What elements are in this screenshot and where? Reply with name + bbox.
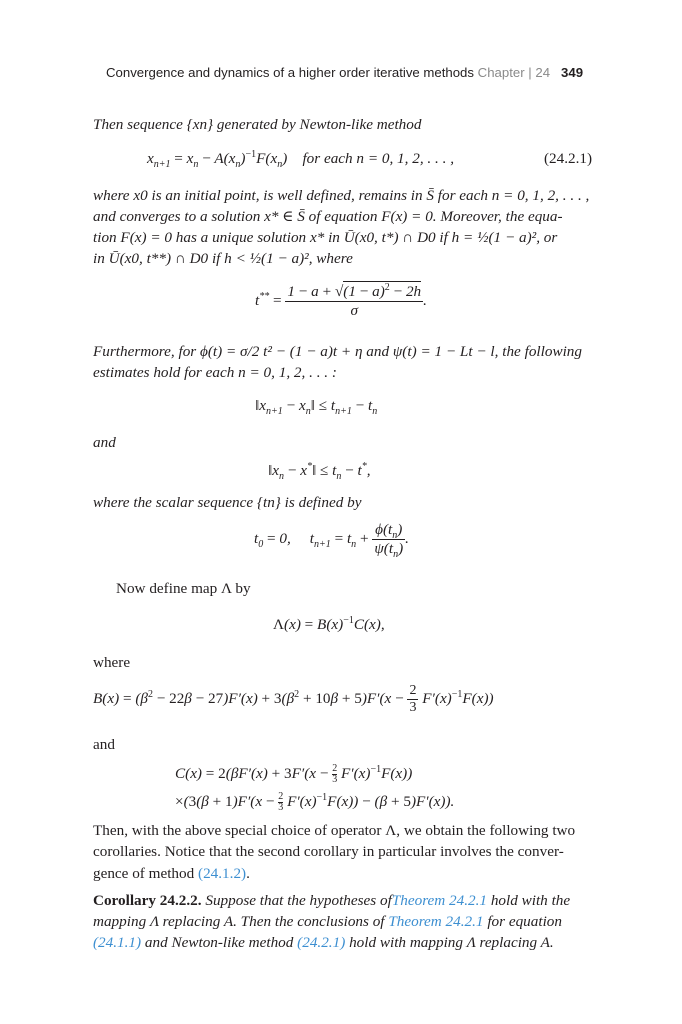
theorem-link-1[interactable]: Theorem 24.2.1	[391, 892, 488, 909]
corollary-line-1	[93, 890, 570, 911]
paragraph-3-line-2: corollaries. Notice that the second corollary in particular involves the conver-	[93, 843, 564, 861]
corollary-text-2b: for equation	[487, 913, 562, 930]
estimate-1: $‖x_{n+1}$ − $x_n‖ \le t_{n+1} - t_n$	[255, 397, 378, 418]
equation-foreach: for each n = 0, 1, 2, . . . ,	[302, 150, 455, 167]
header-separator: |	[528, 65, 532, 80]
chapter-label: Chapter	[477, 65, 525, 80]
equation-t-double-star: t** = $\frac{1 - a + √(1 - a)^2 - 2h}{\sigma}$ .	[255, 281, 427, 319]
running-header	[106, 65, 583, 80]
define-map-line: Now define map Λ by	[116, 580, 251, 597]
c-definition-line-2: ×(3(β + 1)F′(x − $\frac{2}{3}$ $F'(x)^{-1}F(x)) - (\beta + 5)F'(x)$).	[175, 791, 455, 813]
and-text-2: and	[93, 736, 115, 753]
paragraph-3-suffix: .	[246, 864, 250, 882]
page-number: 349	[561, 65, 584, 80]
paragraph-3-line-3	[93, 863, 594, 884]
paragraph-3-line-1: Then, with the above special choice of operator Λ, we obtain the following two	[93, 822, 576, 839]
paragraph-3	[93, 820, 594, 884]
and-text-1: and	[93, 434, 116, 451]
intro-line: Then sequence {xn} generated by Newton-like method	[93, 116, 422, 133]
corollary-text-1b: hold with the	[490, 892, 571, 909]
equation-link-24-1-1[interactable]: (24.1.1)	[93, 934, 142, 951]
paragraph-2-line-1: Furthermore, for ϕ(t) = σ/2 t² − (1 − a)t + η and ψ(t) = 1 − Lt − l, the following	[93, 343, 582, 360]
c-definition-line-1: C(x) = 2(βF′(x) + 3F′(x − $\frac{2}{3}$ $F'(x)^{-1}F(x)$)	[175, 763, 413, 785]
paragraph-2-line-2: estimates hold for each n = 0, 1, 2, . . . :	[93, 364, 337, 381]
scalar-sequence-equation: $t_0 = 0$, $t_{n+1} = t_n$ + $\frac{\phi(t_n)}{\psi(t_n)}$ .	[254, 521, 409, 561]
equation-link-24-1-2[interactable]: (24.1.2)	[198, 864, 247, 882]
corollary-label: Corollary 24.2.2.	[93, 892, 202, 909]
paragraph-1-line-1: where x0 is an initial point, is well defined, remains in S̄ for each n = 0, 1, 2, . . . ,	[93, 187, 590, 204]
paragraph-3-prefix: gence of method	[93, 864, 195, 882]
chapter-number: 24	[535, 65, 551, 80]
header-title: Convergence and dynamics of a higher order iterative methods	[106, 65, 474, 80]
corollary-line-2	[93, 911, 562, 932]
lambda-definition: $\Lambda(x) = B(x)^{-1}C(x)$,	[273, 614, 385, 633]
equation-link-24-2-1[interactable]: (24.2.1)	[297, 934, 346, 951]
corollary-text-3a: and Newton-like method	[144, 934, 294, 951]
equation-newton-like: $x_{n+1} = x_n - A(x_n)^{-1}F(x_n)$ for each n = 0, 1, 2, . . . ,	[147, 148, 455, 171]
paragraph-1-line-3: tion F(x) = 0 has a unique solution x* in Ū(x0, t*) ∩ D0 if h = ½(1 − a)², or	[93, 229, 558, 246]
b-definition: $B(x) = (\beta^2 - 22\beta - 27)F'(x) + 3(\beta^2 + 10\beta + 5)F'(x$ − $\frac{2}{3}$ $F'(x)^{-1}F(x)$)	[93, 683, 494, 715]
paragraph-1-line-4: in Ū(x0, t**) ∩ D0 if h < ½(1 − a)², where	[93, 250, 353, 267]
corollary-text-3b: hold with mapping Λ replacing A.	[349, 934, 554, 951]
corollary-text-2a: mapping Λ replacing A. Then the conclusions of	[93, 913, 385, 930]
scalar-sequence-line: where the scalar sequence {tn} is defined by	[93, 494, 362, 511]
estimate-2: $‖x_n$ − x*‖ ≤ $t_n - t^*$,	[268, 460, 371, 483]
corollary-line-3	[93, 932, 554, 953]
theorem-link-2[interactable]: Theorem 24.2.1	[388, 913, 484, 930]
paragraph-1-line-2: and converges to a solution x* ∈ S̄ of equation F(x) = 0. Moreover, the equa-	[93, 208, 563, 225]
corollary-text-1a: Suppose that the hypotheses of	[205, 892, 392, 909]
equation-number-24-2-1: (24.2.1)	[544, 150, 593, 167]
where-text: where	[93, 654, 131, 671]
